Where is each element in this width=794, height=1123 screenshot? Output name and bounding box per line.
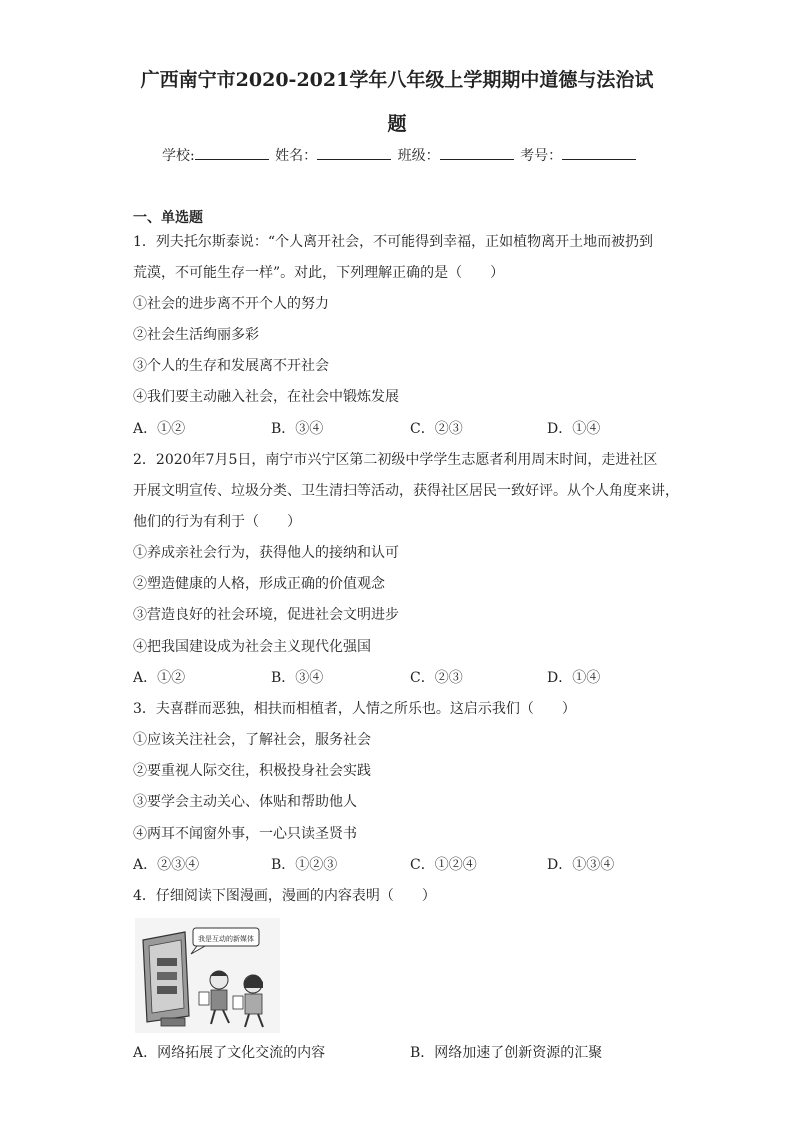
name-blank[interactable] [317,147,391,160]
cartoon-illustration [135,918,280,1033]
name-label: 姓名： [275,148,318,164]
q2-statement-3: ③营造良好的社会环境，促进社会文明进步 [133,607,399,623]
q2-option-c[interactable]: C．②③ [410,670,463,686]
number-blank[interactable] [562,147,636,160]
q2-option-d[interactable]: D．①④ [547,670,601,686]
q3-option-c[interactable]: C．①②④ [410,857,477,873]
q3-option-a[interactable]: A．②③④ [133,857,200,873]
q2-statement-1: ①养成亲社会行为，获得他人的接纳和认可 [133,545,399,561]
q2-statement-4: ④把我国建设成为社会主义现代化强国 [133,639,371,655]
q4-option-a[interactable]: A．网络拓展了文化交流的内容 [133,1045,326,1061]
number-label: 考号： [520,148,563,164]
q2-statement-2: ②塑造健康的人格，形成正确的价值观念 [133,576,385,592]
q1-stem-line2: 荒漠，不可能生存一样”。对此，下列理解正确的是（ ） [133,265,505,281]
q3-option-b[interactable]: B．①②③ [271,857,338,873]
kiosk-panel-1 [157,958,177,966]
person-1-body [211,990,227,1010]
q1-statement-1: ①社会的进步离不开个人的努力 [133,296,329,312]
q2-stem-line2: 开展文明宣传、垃圾分类、卫生清扫等活动，获得社区居民一致好评。从个人角度来讲， [133,483,679,499]
person-2-paper [233,996,243,1009]
q3-statement-3: ③要学会主动关心、体贴和帮助他人 [133,794,357,810]
q3-option-d[interactable]: D．①③④ [547,857,615,873]
page-title: 广西南宁市2020-2021学年八年级上学期期中道德与法治试 [140,69,654,91]
school-blank[interactable] [195,147,269,160]
q1-statement-3: ③个人的生存和发展离不开社会 [133,358,329,374]
person-1-paper [199,992,209,1005]
q3-statement-1: ①应该关注社会，了解社会，服务社会 [133,732,371,748]
q2-stem-line1: 2．2020年7月5日，南宁市兴宁区第二初级中学学生志愿者利用周末时间，走进社区 [133,452,658,468]
q1-statement-2: ②社会生活绚丽多彩 [133,327,259,343]
q1-option-c[interactable]: C．②③ [410,421,463,437]
q1-stem-line1: 1．列夫托尔斯泰说：“个人离开社会，不可能得到幸福，正如植物离开土地而被扔到 [133,234,654,250]
q2-option-b[interactable]: B．③④ [271,670,324,686]
speech-bubble-text: 我是互动的新媒体 [198,935,254,943]
section-heading: 一、单选题 [133,210,203,226]
q1-option-b[interactable]: B．③④ [271,421,324,437]
person-2-body [245,994,262,1014]
page-title-continued: 题 [387,113,407,135]
q3-stem-line1: 3．夫喜群而恶独，相扶而相植者，人情之所乐也。这启示我们（ ） [133,701,576,717]
school-label: 学校: [162,148,195,164]
kiosk-panel-3 [157,986,177,994]
q3-statement-2: ②要重视人际交往，积极投身社会实践 [133,763,371,779]
q2-option-a[interactable]: A．①② [133,670,186,686]
kiosk-base-shape [161,1018,185,1026]
q3-statement-4: ④两耳不闻窗外事，一心只读圣贤书 [133,826,357,842]
q1-option-a[interactable]: A．①② [133,421,186,437]
q2-stem-line3: 他们的行为有利于（ ） [133,514,301,530]
student-info-row [162,145,638,165]
class-label: 班级： [397,148,440,164]
class-blank[interactable] [440,147,514,160]
kiosk-panel-2 [157,972,177,980]
q1-statement-4: ④我们要主动融入社会，在社会中锻炼发展 [133,389,399,405]
q4-option-b[interactable]: B．网络加速了创新资源的汇聚 [410,1045,603,1061]
q1-option-d[interactable]: D．①④ [547,421,601,437]
q4-stem-line1: 4．仔细阅读下图漫画，漫画的内容表明（ ） [133,888,436,904]
